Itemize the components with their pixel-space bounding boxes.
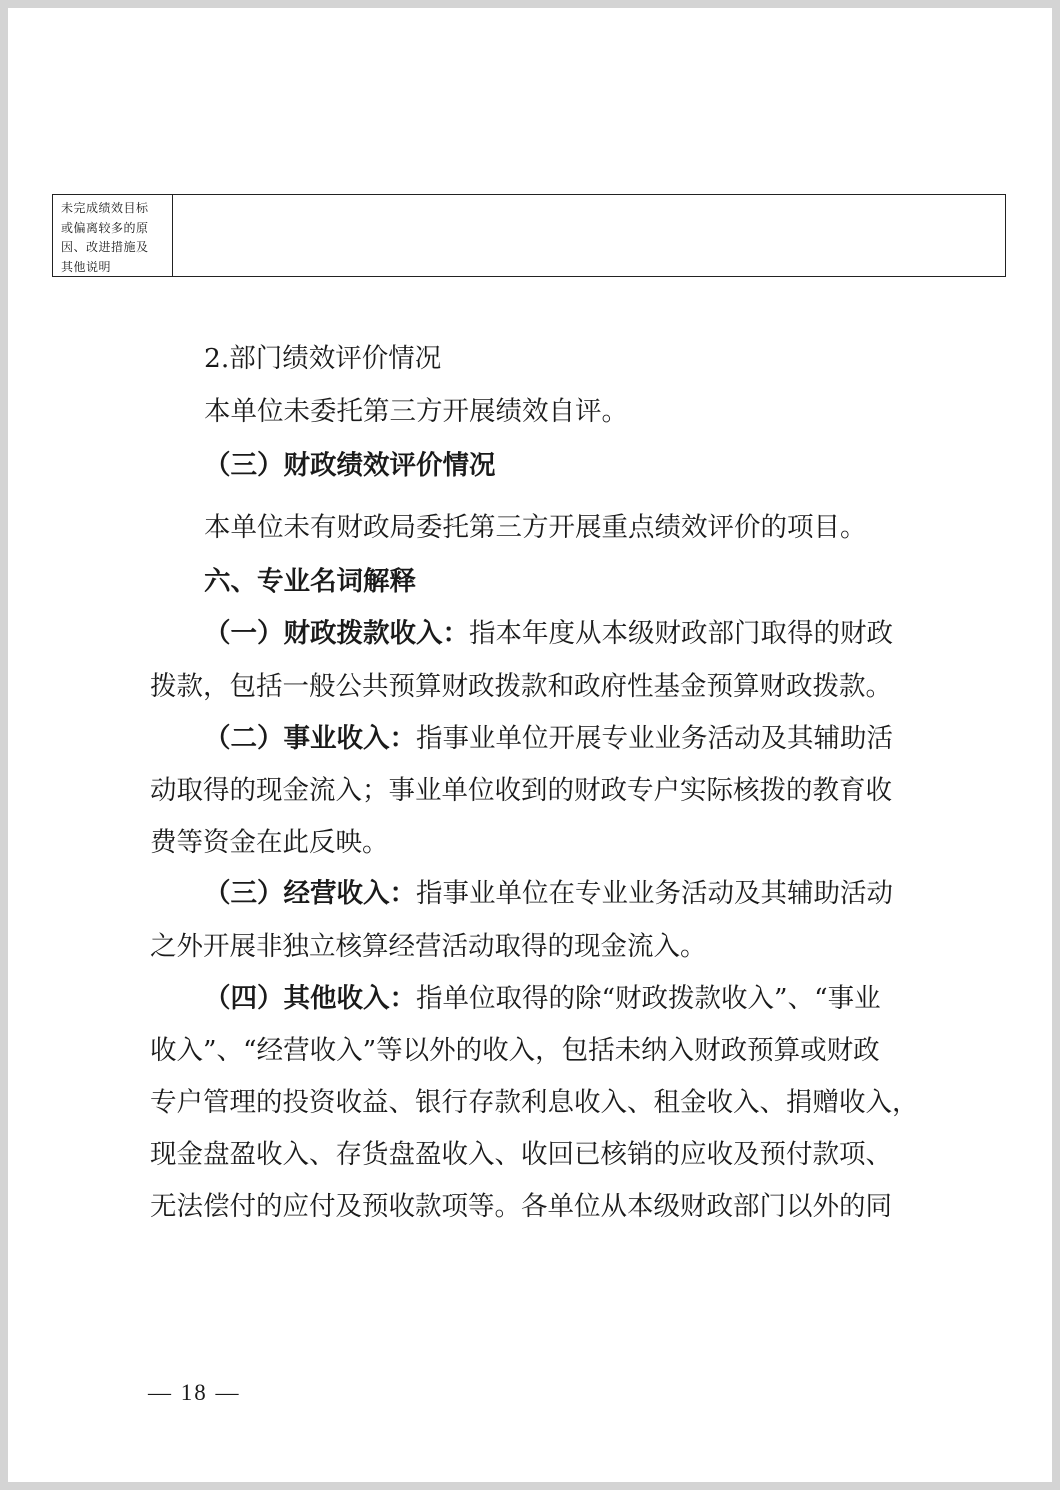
table-label-line: 未完成绩效目标 bbox=[61, 201, 149, 215]
term-4-line-4: 现金盘盈收入、存货盘盈收入、收回已核销的应收及预付款项、 bbox=[150, 1139, 892, 1170]
term-3-line-2: 之外开展非独立核算经营活动取得的现金流入。 bbox=[150, 931, 707, 962]
section-2-text: 本单位未委托第三方开展绩效自评。 bbox=[204, 396, 628, 427]
section-3-text: 本单位未有财政局委托第三方开展重点绩效评价的项目。 bbox=[204, 512, 867, 543]
term-4-line-5: 无法偿付的应付及预收款项等。各单位从本级财政部门以外的同 bbox=[150, 1191, 892, 1222]
term-2-line-2: 动取得的现金流入；事业单位收到的财政专户实际核拨的教育收 bbox=[150, 775, 892, 806]
term-1-line-2: 拨款，包括一般公共预算财政拨款和政府性基金预算财政拨款。 bbox=[150, 671, 892, 702]
term-2-title: （二）事业收入： bbox=[204, 723, 416, 754]
table-label-cell bbox=[53, 195, 173, 276]
term-1-definition-start: 指本年度从本级财政部门取得的财政 bbox=[469, 618, 893, 649]
page-number: — 18 — bbox=[148, 1380, 241, 1405]
table-label-line: 因、改进措施及 bbox=[61, 240, 149, 254]
term-3-title: （三）经营收入： bbox=[204, 878, 416, 909]
section-2-heading: 2.部门绩效评价情况 bbox=[204, 343, 442, 374]
document-page bbox=[8, 8, 1052, 1482]
section-3-heading: （三）财政绩效评价情况 bbox=[204, 450, 496, 481]
term-4-line-2: 收入”、“经营收入”等以外的收入，包括未纳入财政预算或财政 bbox=[150, 1035, 880, 1066]
term-3-definition-start: 指事业单位在专业业务活动及其辅助活动 bbox=[416, 878, 893, 909]
performance-table-row bbox=[52, 194, 1006, 277]
table-label-line: 或偏离较多的原 bbox=[61, 220, 149, 235]
term-2-line-1 bbox=[204, 724, 893, 754]
term-4-line-1 bbox=[204, 984, 881, 1014]
section-6-heading: 六、专业名词解释 bbox=[204, 566, 416, 597]
term-2-line-3: 费等资金在此反映。 bbox=[150, 827, 389, 858]
term-1-title: （一）财政拨款收入： bbox=[204, 618, 469, 649]
term-2-definition-start: 指事业单位开展专业业务活动及其辅助活 bbox=[416, 723, 893, 754]
term-4-definition-start: 指单位取得的除“财政拨款收入”、“事业 bbox=[416, 983, 881, 1014]
term-4-title: （四）其他收入： bbox=[204, 983, 416, 1014]
table-label-line: 其他说明 bbox=[61, 259, 112, 274]
table-value-cell bbox=[173, 195, 1005, 276]
term-1-line-1 bbox=[204, 619, 893, 649]
term-3-line-1 bbox=[204, 879, 893, 909]
term-4-line-3: 专户管理的投资收益、银行存款利息收入、租金收入、捐赠收入， bbox=[150, 1087, 919, 1118]
